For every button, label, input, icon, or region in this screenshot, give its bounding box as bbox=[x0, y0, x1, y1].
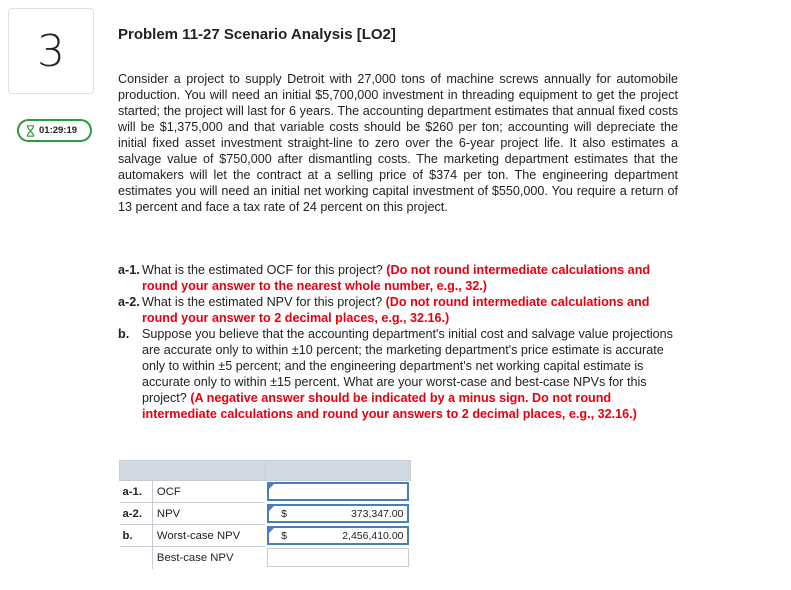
row-label: a-1. bbox=[120, 481, 153, 503]
hourglass-icon bbox=[26, 125, 35, 137]
flag-icon bbox=[269, 506, 274, 511]
npv-input[interactable] bbox=[267, 504, 408, 523]
part-text: What is the estimated OCF for this project? bbox=[142, 263, 387, 277]
currency-symbol: $ bbox=[281, 529, 287, 542]
row-name: OCF bbox=[152, 481, 265, 503]
table-row bbox=[120, 547, 411, 569]
part-label: a-2. bbox=[118, 295, 140, 309]
table-row bbox=[120, 503, 411, 525]
best-case-npv-input[interactable] bbox=[267, 548, 408, 567]
timer-badge bbox=[17, 119, 92, 142]
timer-text: 01:29:19 bbox=[39, 125, 78, 136]
row-name: Best-case NPV bbox=[152, 547, 265, 569]
part-a1 bbox=[118, 262, 683, 294]
question-number-box bbox=[8, 8, 94, 94]
question-number: 3 bbox=[37, 25, 65, 77]
part-b bbox=[118, 326, 683, 422]
part-instruction: (Do not round intermediate calculations and round your answer to 2 decimal places, e.g., 32.16.) bbox=[142, 295, 650, 325]
ocf-input[interactable] bbox=[267, 482, 408, 501]
answer-table bbox=[119, 460, 411, 569]
part-text: What is the estimated NPV for this project? bbox=[142, 295, 386, 309]
part-text: Suppose you believe that the accounting department's initial cost and salvage value projections are accurate only to within ±10 percent; the marketing department's price estimate is accurate only to within ±5 percent; and the engineering department's net working capital estimate is accurate only to within ±15 percent. What are your worst-case and best-case NPVs for this project? bbox=[142, 327, 673, 405]
part-label: b. bbox=[118, 327, 130, 341]
table-row bbox=[120, 481, 411, 503]
question-parts bbox=[118, 262, 683, 422]
part-label: a-1. bbox=[118, 263, 140, 277]
row-name: Worst-case NPV bbox=[152, 525, 265, 547]
table-row bbox=[120, 525, 411, 547]
scenario-text: Consider a project to supply Detroit with 27,000 tons of machine screws annually for automobile production. You will need an initial $5,700,000 investment in threading equipment to get the project started; the project will last for 6 years. The accounting department estimates that annual fixed costs will be $1,375,000 and that variable costs should be $260 per ton; accounting will depreciate the initial fixed asset investment straight-line to zero over the 6-year project life. It also estimates a salvage value of $750,000 after dismantling costs. The marketing department estimates that the automakers will let the contract at a selling price of $374 per ton. The engineering department estimates you will need an initial net working capital investment of $550,000. You require a return of 13 percent and face a tax rate of 24 percent on this project. bbox=[118, 72, 678, 214]
row-label bbox=[120, 547, 153, 569]
part-instruction: (Do not round intermediate calculations and round your answer to the nearest whole number, e.g., 32.) bbox=[142, 263, 651, 293]
row-label: b. bbox=[120, 525, 153, 547]
flag-icon bbox=[269, 484, 274, 489]
answer-table-header bbox=[120, 461, 411, 481]
row-name: NPV bbox=[152, 503, 265, 525]
part-a2 bbox=[118, 294, 683, 326]
input-value: 373,347.00 bbox=[350, 507, 404, 520]
flag-icon bbox=[269, 528, 274, 533]
problem-title: Problem 11-27 Scenario Analysis [LO2] bbox=[118, 26, 396, 43]
currency-symbol: $ bbox=[281, 507, 287, 520]
worst-case-npv-input[interactable] bbox=[267, 526, 408, 545]
part-instruction: (A negative answer should be indicated by a minus sign. Do not round intermediate calculations and round your answers to 2 decimal places, e.g., 32.16.) bbox=[142, 391, 637, 421]
input-value: 2,456,410.00 bbox=[342, 529, 404, 542]
row-label: a-2. bbox=[120, 503, 153, 525]
